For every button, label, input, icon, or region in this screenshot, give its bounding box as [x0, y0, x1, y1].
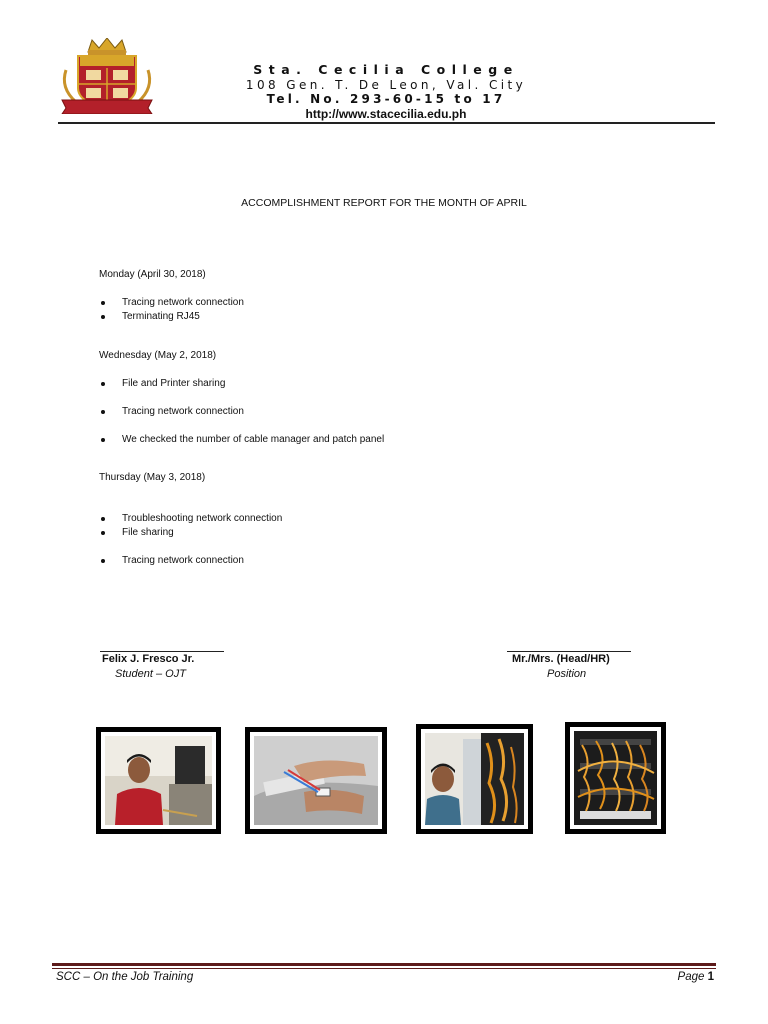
college-address: 108 Gen. T. De Leon, Val. City [245, 78, 527, 92]
photo-student-at-desk [97, 728, 220, 833]
photo-student-beside-rack [417, 725, 532, 833]
bullet-icon [101, 517, 105, 521]
signature-line-head [507, 651, 631, 652]
entry-day-label: Thursday (May 3, 2018) [99, 472, 206, 483]
bullet-icon [101, 559, 105, 563]
photo-hands-crimping-rj45 [246, 728, 386, 833]
signature-line-student [100, 651, 224, 652]
footer-title: SCC – On the Job Training [56, 971, 194, 983]
page-number: 1 [707, 971, 714, 983]
bullet-icon [101, 410, 105, 414]
college-telephone: Tel. No. 293-60-15 to 17 [266, 92, 506, 106]
student-role: Student – OJT [115, 668, 186, 680]
entry-day-label: Monday (April 30, 2018) [99, 269, 206, 280]
bullet-icon [101, 438, 105, 442]
head-role: Position [547, 668, 587, 680]
photo-frame [566, 723, 665, 833]
bullet-icon [101, 301, 105, 305]
photo-network-rack-cables [566, 723, 665, 833]
footer-divider-thick [52, 963, 716, 966]
footer-page-number [640, 971, 714, 983]
footer-divider-thin [52, 968, 716, 969]
header-divider [58, 122, 715, 124]
bullet-icon [101, 315, 105, 319]
photo-frame [97, 728, 220, 833]
bullet-icon [101, 382, 105, 386]
entry-day-label: Wednesday (May 2, 2018) [99, 350, 217, 361]
photo-frame [417, 725, 532, 833]
college-name: Sta. Cecilia College [253, 62, 519, 77]
college-website-link[interactable]: http://www.stacecilia.edu.ph [305, 107, 467, 121]
student-name: Felix J. Fresco Jr. [102, 653, 195, 665]
bullet-icon [101, 531, 105, 535]
head-name: Mr./Mrs. (Head/HR) [512, 653, 610, 665]
photo-frame [246, 728, 386, 833]
page-label: Page [677, 971, 705, 983]
report-title: ACCOMPLISHMENT REPORT FOR THE MONTH OF APRIL [241, 197, 527, 209]
